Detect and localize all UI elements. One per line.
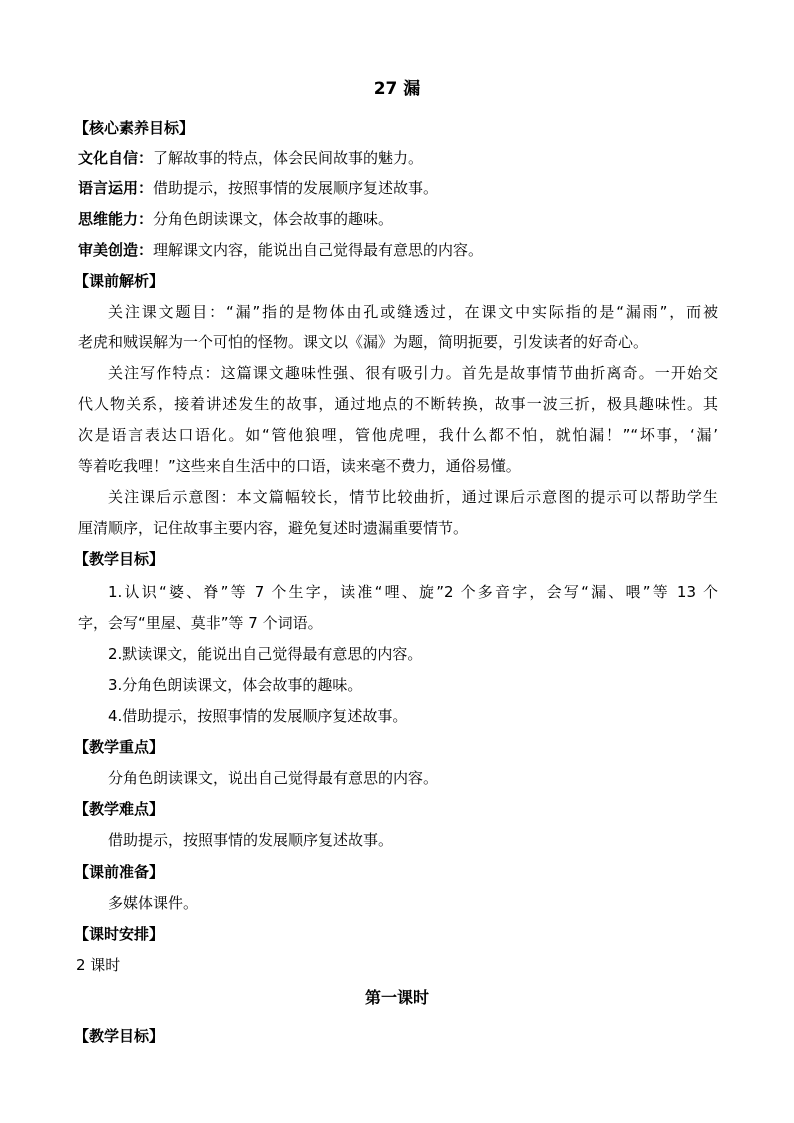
teaching-goal-line: 1.认识“婆、脊”等 7 个生字，读准“哩、旋”2 个多音字，会写“漏、喂”等 13 个 <box>108 583 718 601</box>
schedule-heading: 【课时安排】 <box>74 925 165 943</box>
teaching-goals-heading: 【教学目标】 <box>74 550 165 568</box>
difficulties-heading: 【教学难点】 <box>74 800 165 818</box>
preparation-heading: 【课前准备】 <box>74 863 165 881</box>
core-goals-heading: 【核心素养目标】 <box>74 119 195 137</box>
pre-analysis-line: 关注课后示意图：本文篇幅较长，情节比较曲折，通过课后示意图的提示可以帮助学生 <box>108 488 718 506</box>
teaching-goal-line: 字，会写“里屋、莫非”等 7 个词语。 <box>78 614 323 632</box>
pre-analysis-line: 老虎和贼误解为一个可怕的怪物。课文以《漏》为题，简明扼要，引发读者的好奇心。 <box>78 333 649 351</box>
pre-analysis-heading: 【课前解析】 <box>74 272 165 290</box>
key-points-text: 分角色朗读课文，说出自己觉得最有意思的内容。 <box>108 769 439 787</box>
pre-analysis-line: 厘清顺序，记住故事主要内容，避免复述时遗漏重要情节。 <box>78 519 469 537</box>
core-goal-label: 审美创造： <box>78 241 154 259</box>
core-goal-language <box>78 178 718 198</box>
core-goal-thinking <box>78 209 718 229</box>
core-goal-label: 思维能力： <box>78 210 154 228</box>
difficulties-text: 借助提示，按照事情的发展顺序复述故事。 <box>108 831 394 849</box>
teaching-goal-line: 3.分角色朗读课文，体会故事的趣味。 <box>108 676 363 694</box>
lesson-one-goals-heading: 【教学目标】 <box>74 1027 165 1045</box>
core-goal-text: 理解课文内容，能说出自己觉得最有意思的内容。 <box>153 241 484 259</box>
core-goal-label: 文化自信： <box>78 149 154 167</box>
core-goal-culture <box>78 148 718 168</box>
core-goal-aesthetic <box>78 240 718 260</box>
core-goal-text: 借助提示，按照事情的发展顺序复述故事。 <box>153 179 439 197</box>
pre-analysis-line: 代人物关系，接着讲述发生的故事，通过地点的不断转换，故事一波三折，极具趣味性。其 <box>78 395 718 413</box>
schedule-text: 2 课时 <box>76 956 121 974</box>
core-goal-label: 语言运用： <box>78 179 154 197</box>
pre-analysis-line: 关注课文题目：“漏”指的是物体由孔或缝透过，在课文中实际指的是“漏雨”，而被 <box>108 303 718 321</box>
pre-analysis-line: 次是语言表达口语化。如“管他狼哩，管他虎哩，我什么都不怕，就怕漏！”“坏事，‘漏’ <box>78 426 718 444</box>
core-goal-text: 了解故事的特点，体会民间故事的魅力。 <box>153 149 424 167</box>
document-title: 27 漏 <box>373 79 421 99</box>
lesson-one-title: 第一课时 <box>364 988 429 1007</box>
pre-analysis-line: 等着吃我哩！”这些来自生活中的口语，读来毫不费力，通俗易懂。 <box>78 457 521 475</box>
core-goal-text: 分角色朗读课文，体会故事的趣味。 <box>153 210 394 228</box>
pre-analysis-line: 关注写作特点：这篇课文趣味性强、很有吸引力。首先是故事情节曲折离奇。一开始交 <box>108 364 718 382</box>
preparation-text: 多媒体课件。 <box>108 894 199 912</box>
teaching-goal-line: 2.默读课文，能说出自己觉得最有意思的内容。 <box>108 645 423 663</box>
key-points-heading: 【教学重点】 <box>74 738 165 756</box>
teaching-goal-line: 4.借助提示，按照事情的发展顺序复述故事。 <box>108 707 408 725</box>
